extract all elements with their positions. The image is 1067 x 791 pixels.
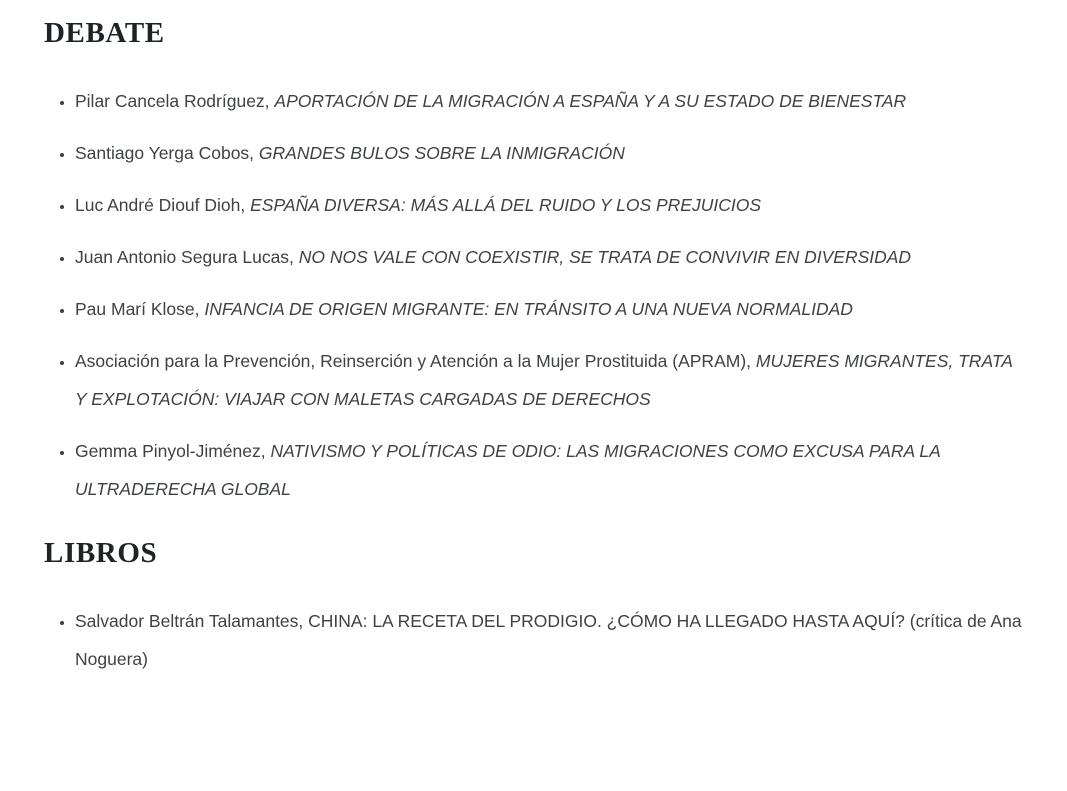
work-title: APORTACIÓN DE LA MIGRACIÓN A ESPAÑA Y A SU ESTADO DE BIENESTAR [274,91,907,111]
list-item [75,602,1023,678]
work-title: INFANCIA DE ORIGEN MIGRANTE: EN TRÁNSITO A UNA NUEVA NORMALIDAD [204,299,853,319]
author-name: Gemma Pinyol-Jiménez, [75,441,271,461]
list-item [75,82,1023,120]
section-heading-libros: LIBROS [44,537,158,569]
author-name: Juan Antonio Segura Lucas, [75,247,299,267]
work-title: NATIVISMO Y POLÍTICAS DE ODIO: LAS MIGRACIONES COMO EXCUSA PARA LA ULTRADERECHA GLOBAL [75,441,941,499]
author-name: Luc André Diouf Dioh, [75,195,251,215]
list-item [75,342,1023,418]
list-item [75,238,1023,276]
author-name: Asociación para la Prevención, Reinserción y Atención a la Mujer Prostituida (APRAM), [75,351,756,371]
work-title: MUJERES MIGRANTES, TRATA Y EXPLOTACIÓN: VIAJAR CON MALETAS CARGADAS DE DERECHOS [75,351,1013,409]
libros-list [44,602,1023,678]
work-title: GRANDES BULOS SOBRE LA INMIGRACIÓN [258,143,625,163]
author-name: Pilar Cancela Rodríguez, [75,91,275,111]
author-name: Salvador Beltrán Talamantes, [75,611,309,631]
work-title: CHINA: LA RECETA DEL PRODIGIO. ¿CÓMO HA LLEGADO HASTA AQUÍ? (crítica de Ana Noguera) [75,611,1022,669]
work-title: NO NOS VALE CON COEXISTIR, SE TRATA DE CONVIVIR EN DIVERSIDAD [298,247,912,267]
list-item [75,134,1023,172]
debate-list [44,82,1023,508]
author-name: Santiago Yerga Cobos, [75,143,259,163]
author-name: Pau Marí Klose, [75,299,205,319]
work-title: ESPAÑA DIVERSA: MÁS ALLÁ DEL RUIDO Y LOS PREJUICIOS [250,195,762,215]
section-heading-debate: DEBATE [44,17,165,49]
list-item [75,186,1023,224]
list-item [75,290,1023,328]
list-item [75,432,1023,508]
